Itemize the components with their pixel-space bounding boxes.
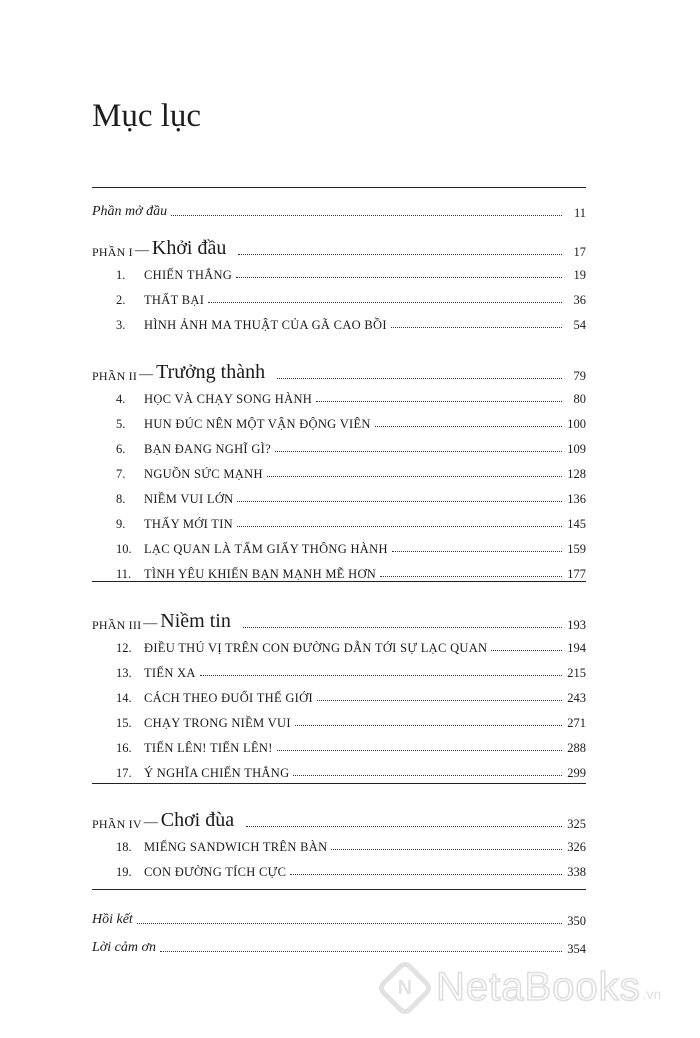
dot-leader (392, 550, 562, 552)
chapter-title: HÌNH ẢNH MA THUẬT CỦA GÃ CAO BỒI (144, 317, 387, 332)
page-number: 271 (567, 715, 586, 730)
part-dash: — (134, 243, 149, 258)
section-title: Phần mở đầu (92, 204, 168, 219)
chapter-title: THẤT BẠI (144, 292, 205, 307)
chapter-title: TIẾN XA (144, 665, 196, 680)
toc-chapter-entry[interactable] (92, 508, 586, 530)
page-number: 215 (567, 665, 586, 680)
part-dash: — (143, 616, 158, 631)
toc-chapter-entry[interactable] (92, 732, 586, 754)
toc-chapter-entry[interactable] (92, 707, 586, 729)
toc-chapter-entry[interactable] (92, 831, 586, 853)
toc-chapter-entry[interactable] (92, 533, 586, 555)
part-title: Trưởng thành (156, 361, 266, 383)
chapter-number: 8. (116, 491, 126, 506)
toc-chapter-entry[interactable] (92, 408, 586, 430)
toc-chapter-entry[interactable] (92, 558, 586, 580)
chapter-title: THẤY MỚI TIN (144, 516, 234, 531)
page-number: 288 (567, 740, 586, 755)
page-number: 193 (567, 617, 586, 632)
chapter-number: 9. (116, 516, 126, 531)
dot-leader (246, 825, 562, 827)
dot-leader (491, 649, 562, 651)
part-title: Niềm tin (160, 610, 231, 632)
toc-section-entry[interactable] (92, 197, 586, 219)
chapter-number: 19. (116, 864, 132, 879)
watermark-suffix: .vn (642, 986, 662, 1002)
chapter-number: 1. (116, 267, 126, 282)
dot-leader (295, 724, 562, 726)
chapter-title: CHIẾN THẮNG (144, 267, 233, 282)
dot-leader (380, 575, 562, 577)
page-number: 354 (567, 941, 586, 956)
part-prefix: PHẦN III (92, 618, 142, 632)
section-divider (92, 783, 586, 784)
watermark-brand: NetaBooks (436, 965, 641, 1009)
section-title: Lời cảm ơn (92, 940, 156, 955)
toc-section-entry[interactable] (92, 905, 586, 927)
chapter-title: NIỀM VUI LỚN (144, 491, 234, 506)
page-number: 11 (573, 205, 586, 220)
dot-leader (208, 301, 562, 303)
toc-part-entry[interactable] (92, 605, 586, 631)
chapter-title: MIẾNG SANDWICH TRÊN BÀN (144, 839, 328, 854)
page-number: 325 (567, 816, 586, 831)
toc-chapter-entry[interactable] (92, 657, 586, 679)
part-prefix: PHẦN I (92, 245, 133, 259)
page-number: 136 (567, 491, 586, 506)
chapter-number: 2. (116, 292, 126, 307)
chapter-number: 12. (116, 640, 132, 655)
toc-chapter-entry[interactable] (92, 856, 586, 878)
page-number: 194 (567, 640, 586, 655)
netabooks-logo-icon: N (375, 958, 434, 1017)
dot-leader (243, 626, 562, 628)
chapter-title: CHẠY TRONG NIỀM VUI (144, 715, 291, 730)
dot-leader (137, 922, 562, 924)
toc-chapter-entry[interactable] (92, 433, 586, 455)
dot-leader (290, 873, 562, 875)
part-title: Khởi đầu (151, 237, 227, 259)
chapter-number: 13. (116, 665, 132, 680)
chapter-title: NGUỒN SỨC MẠNH (144, 466, 263, 481)
section-divider (92, 581, 586, 582)
chapter-title: CON ĐƯỜNG TÍCH CỰC (144, 864, 287, 879)
page-number: 299 (567, 765, 586, 780)
chapter-number: 16. (116, 740, 132, 755)
dot-leader (171, 214, 562, 216)
page-number: 80 (573, 391, 586, 406)
page-number: 159 (567, 541, 586, 556)
watermark (384, 965, 661, 1010)
dot-leader (391, 326, 562, 328)
chapter-title: BẠN ĐANG NGHĨ GÌ? (144, 441, 271, 456)
chapter-number: 18. (116, 839, 132, 854)
toc-part-entry[interactable] (92, 804, 586, 830)
page-number: 177 (567, 566, 586, 581)
part-prefix: PHẦN IV (92, 817, 142, 831)
chapter-title: LẠC QUAN LÀ TẤM GIẤY THÔNG HÀNH (144, 541, 388, 556)
page-number: 243 (567, 690, 586, 705)
chapter-number: 11. (116, 566, 132, 581)
dot-leader (160, 950, 562, 952)
toc-section-entry[interactable] (92, 933, 586, 955)
toc-chapter-entry[interactable] (92, 757, 586, 779)
toc-chapter-entry[interactable] (92, 284, 586, 306)
dot-leader (237, 525, 562, 527)
part-dash: — (143, 815, 158, 830)
chapter-title: Ý NGHĨA CHIẾN THẮNG (144, 765, 290, 780)
chapter-number: 15. (116, 715, 132, 730)
page-number: 109 (567, 441, 586, 456)
toc-chapter-entry[interactable] (92, 682, 586, 704)
toc-chapter-entry[interactable] (92, 309, 586, 331)
page-number: 100 (567, 416, 586, 431)
dot-leader (293, 774, 562, 776)
dot-leader (317, 699, 562, 701)
section-title: Hồi kết (92, 912, 133, 927)
page-number: 350 (567, 913, 586, 928)
chapter-number: 10. (116, 541, 132, 556)
chapter-number: 5. (116, 416, 126, 431)
part-dash: — (139, 367, 154, 382)
chapter-title: TÌNH YÊU KHIẾN BẠN MẠNH MẼ HƠN (144, 566, 377, 581)
dot-leader (238, 253, 562, 255)
chapter-number: 6. (116, 441, 126, 456)
chapter-number: 14. (116, 690, 132, 705)
page-number: 36 (573, 292, 586, 307)
page-number: 54 (573, 317, 586, 332)
toc-chapter-entry[interactable] (92, 483, 586, 505)
chapter-title: TIẾN LÊN! TIẾN LÊN! (144, 740, 273, 755)
page-number: 338 (567, 864, 586, 879)
chapter-title: HỌC VÀ CHẠY SONG HÀNH (144, 391, 313, 406)
chapter-title: CÁCH THEO ĐUỔI THẾ GIỚI (144, 690, 313, 705)
dot-leader (316, 400, 562, 402)
page-number: 128 (567, 466, 586, 481)
dot-leader (236, 276, 562, 278)
part-prefix: PHẦN II (92, 369, 138, 383)
toc-chapter-entry[interactable] (92, 383, 586, 405)
page-number: 19 (573, 267, 586, 282)
chapter-number: 17. (116, 765, 132, 780)
chapter-title: ĐIỀU THÚ VỊ TRÊN CON ĐƯỜNG DẪN TỚI SỰ LẠC QUAN (144, 640, 488, 655)
toc-chapter-entry[interactable] (92, 259, 586, 281)
dot-leader (277, 749, 562, 751)
chapter-number: 4. (116, 391, 126, 406)
toc-chapter-entry[interactable] (92, 632, 586, 654)
toc-chapter-entry[interactable] (92, 458, 586, 480)
chapter-number: 3. (116, 317, 126, 332)
toc-part-entry[interactable] (92, 232, 586, 258)
dot-leader (277, 377, 562, 379)
table-of-contents (92, 0, 586, 1038)
chapter-number: 7. (116, 466, 126, 481)
section-divider (92, 889, 586, 890)
page-number: 79 (573, 368, 586, 383)
page-number: 17 (573, 244, 586, 259)
dot-leader (237, 500, 562, 502)
page-number: 145 (567, 516, 586, 531)
dot-leader (267, 475, 562, 477)
chapter-title: HUN ĐÚC NÊN MỘT VẬN ĐỘNG VIÊN (144, 416, 371, 431)
page-number: 326 (567, 839, 586, 854)
dot-leader (200, 674, 562, 676)
toc-part-entry[interactable] (92, 356, 586, 382)
dot-leader (331, 848, 562, 850)
page-title: Mục lục (92, 98, 202, 134)
part-title: Chơi đùa (160, 809, 235, 831)
dot-leader (275, 450, 562, 452)
section-divider (92, 187, 586, 188)
dot-leader (375, 425, 562, 427)
